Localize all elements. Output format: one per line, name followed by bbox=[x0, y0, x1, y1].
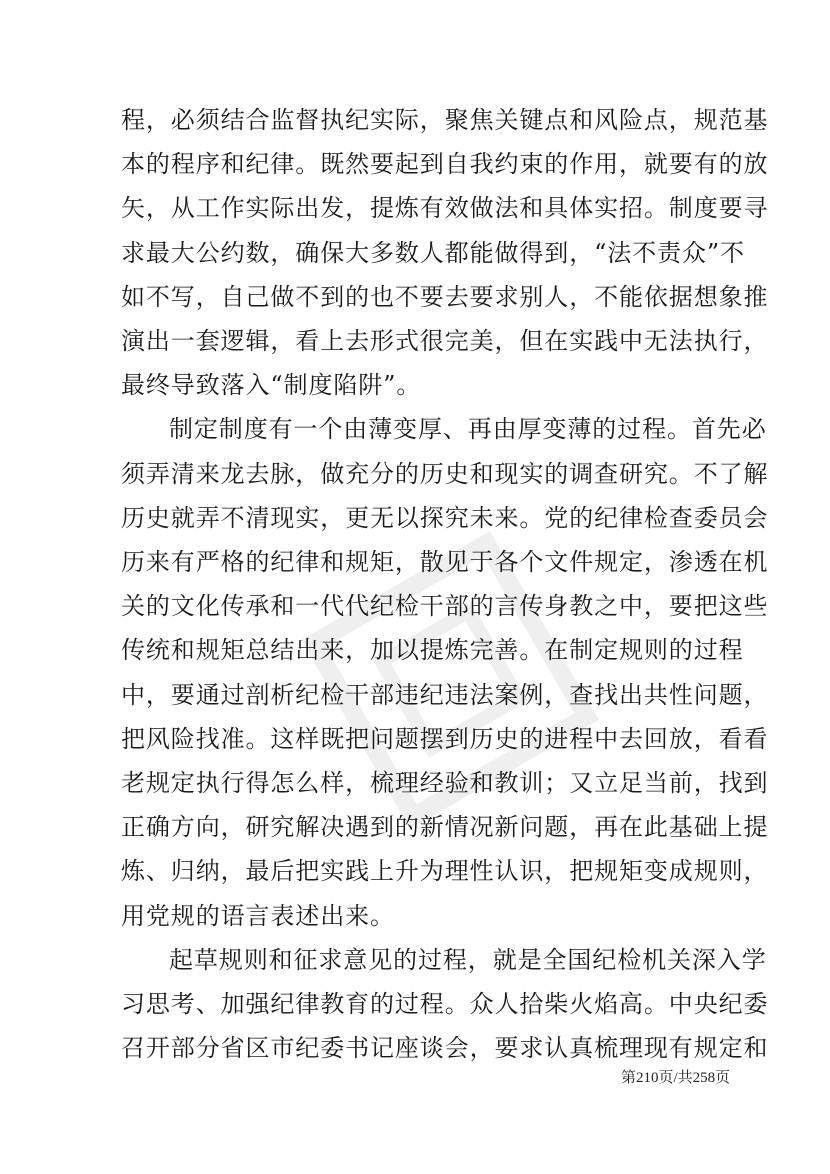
text-line: 传统和规矩总结出来，加以提炼完善。在制定规则的过程 bbox=[121, 636, 744, 664]
text-line: 正确方向，研究解决遇到的新情况新问题，再在此基础上提 bbox=[121, 813, 769, 841]
text-line: 老规定执行得怎么样，梳理经验和教训；又立足当前，找到 bbox=[121, 769, 769, 797]
text-line: 如不写，自己做不到的也不要去要求别人，不能依据想象推 bbox=[121, 283, 769, 311]
text-line: 程，必须结合监督执纪实际，聚焦关键点和风险点，规范基 bbox=[121, 106, 769, 134]
text-line: 须弄清来龙去脉，做充分的历史和现实的调查研究。不了解 bbox=[121, 460, 769, 488]
text-line: 本的程序和纪律。既然要起到自我约束的作用，就要有的放 bbox=[121, 150, 769, 178]
page-indicator: 第210页/共258页 bbox=[621, 1070, 731, 1086]
text-line: 求最大公约数，确保大多数人都能做得到，“法不责众”不 bbox=[121, 239, 745, 267]
text-line: 习思考、加强纪律教育的过程。众人拾柴火焰高。中央纪委 bbox=[121, 990, 769, 1018]
text-line: 把风险找准。这样既把问题摆到历史的进程中去回放，看看 bbox=[121, 725, 769, 753]
text-line: 关的文化传承和一代代纪检干部的言传身教之中，要把这些 bbox=[121, 592, 769, 620]
text-line: 历史就弄不清现实，更无以探究未来。党的纪律检查委员会 bbox=[121, 504, 769, 532]
text-line: 炼、归纳，最后把实践上升为理性认识，把规矩变成规则， bbox=[121, 857, 769, 885]
text-line: 起草规则和征求意见的过程，就是全国纪检机关深入学 bbox=[169, 946, 767, 974]
text-line: 中，要通过剖析纪检干部违纪违法案例，查找出共性问题， bbox=[121, 681, 769, 709]
text-line: 历来有严格的纪律和规矩，散见于各个文件规定，渗透在机 bbox=[121, 548, 769, 576]
text-line: 矢，从工作实际出发，提炼有效做法和具体实招。制度要寻 bbox=[121, 194, 769, 222]
text-line: 召开部分省区市纪委书记座谈会，要求认真梳理现有规定和 bbox=[121, 1034, 769, 1062]
text-line: 用党规的语言表述出来。 bbox=[121, 902, 395, 930]
text-line: 最终导致落入“制度陷阱”。 bbox=[121, 371, 422, 399]
text-line: 演出一套逻辑，看上去形式很完美，但在实践中无法执行， bbox=[121, 327, 769, 355]
text-line: 制定制度有一个由薄变厚、再由厚变薄的过程。首先必 bbox=[169, 415, 767, 443]
